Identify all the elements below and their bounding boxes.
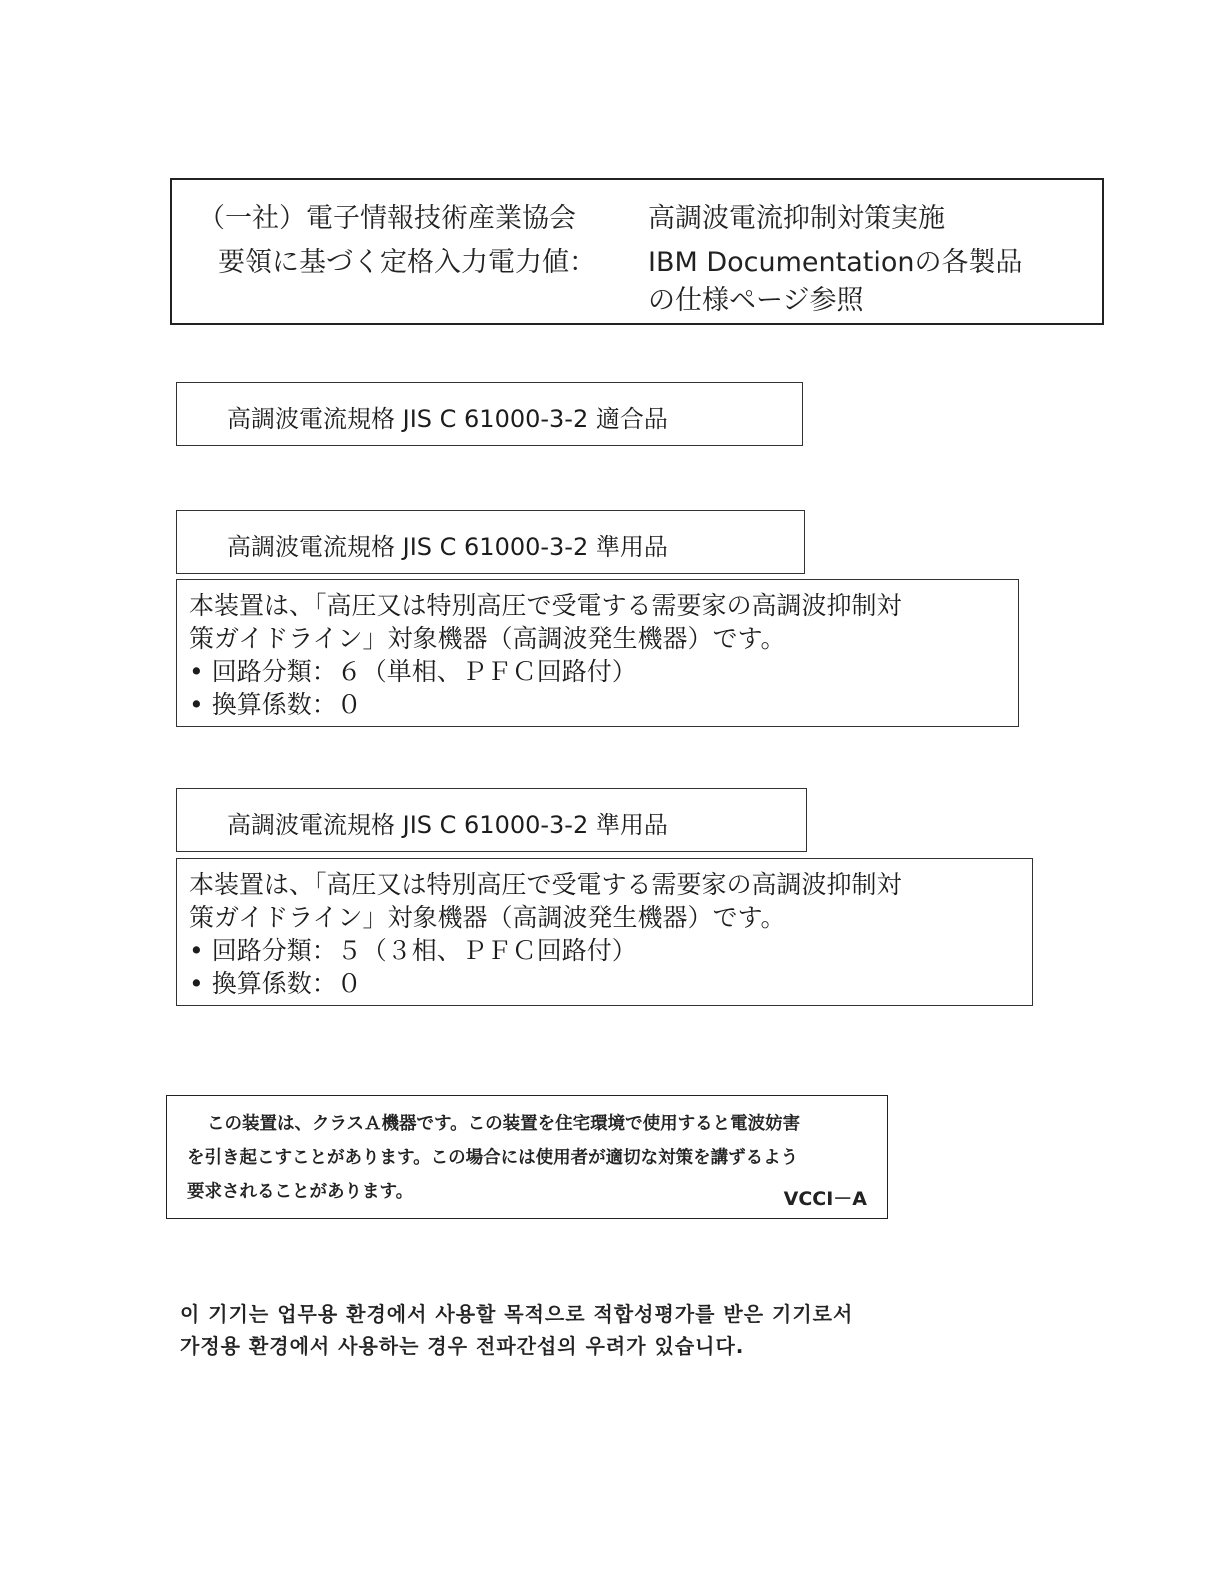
harmonic-detail-2-conversion-factor: • 換算係数：０	[189, 969, 362, 998]
jeita-line2-right: IBM Documentationの各製品	[648, 247, 1023, 278]
jeita-line1-right: 高調波電流抑制対策実施	[648, 203, 945, 234]
harmonic-conform-label: 高調波電流規格 JIS C 61000-3-2 適合品	[227, 405, 668, 433]
jeita-line3-right: の仕様ページ参照	[648, 285, 864, 316]
jeita-line1-left: （一社）電子情報技術産業協会	[198, 203, 576, 234]
vcci-class-mark: VCCI－A	[783, 1188, 867, 1210]
harmonic-quasi-label-box-2	[176, 788, 807, 852]
vcci-notice-box	[166, 1095, 888, 1219]
harmonic-detail-2-circuit-class: • 回路分類：５（３相、ＰＦＣ回路付）	[189, 936, 637, 965]
harmonic-detail-1-line1: 本装置は、「高圧又は特別高圧で受電する需要家の高調波抑制対	[189, 591, 902, 620]
harmonic-conform-label-box	[176, 382, 803, 446]
vcci-line2: を引き起こすことがあります。この場合には使用者が適切な対策を講ずるよう	[187, 1148, 799, 1168]
korean-notice-line2: 가정용 환경에서 사용하는 경우 전파간섭의 우려가 있습니다.	[180, 1334, 745, 1358]
harmonic-quasi-label-2: 高調波電流規格 JIS C 61000-3-2 準用品	[227, 811, 668, 839]
vcci-line3: 要求されることがあります。	[187, 1182, 414, 1202]
harmonic-quasi-label-box-1	[176, 510, 805, 574]
harmonic-quasi-label-1: 高調波電流規格 JIS C 61000-3-2 準用品	[227, 533, 668, 561]
harmonic-detail-1-line2: 策ガイドライン」対象機器（高調波発生機器）です。	[189, 624, 786, 653]
harmonic-detail-2-line2: 策ガイドライン」対象機器（高調波発生機器）です。	[189, 903, 786, 932]
harmonic-detail-box-2	[176, 858, 1033, 1006]
harmonic-detail-box-1	[176, 579, 1019, 727]
vcci-line1: この装置は、クラスＡ機器です。この装置を住宅環境で使用すると電波妨害	[207, 1114, 801, 1134]
harmonic-detail-1-circuit-class: • 回路分類：６（単相、ＰＦＣ回路付）	[189, 657, 637, 686]
jeita-rated-input-box	[170, 178, 1104, 325]
harmonic-detail-2-line1: 本装置は、「高圧又は特別高圧で受電する需要家の高調波抑制対	[189, 870, 902, 899]
harmonic-detail-1-conversion-factor: • 換算係数：０	[189, 690, 362, 719]
jeita-line2-left: 要領に基づく定格入力電力値：	[218, 247, 596, 278]
korean-notice-line1: 이 기기는 업무용 환경에서 사용할 목적으로 적합성평가를 받은 기기로서	[180, 1302, 854, 1326]
